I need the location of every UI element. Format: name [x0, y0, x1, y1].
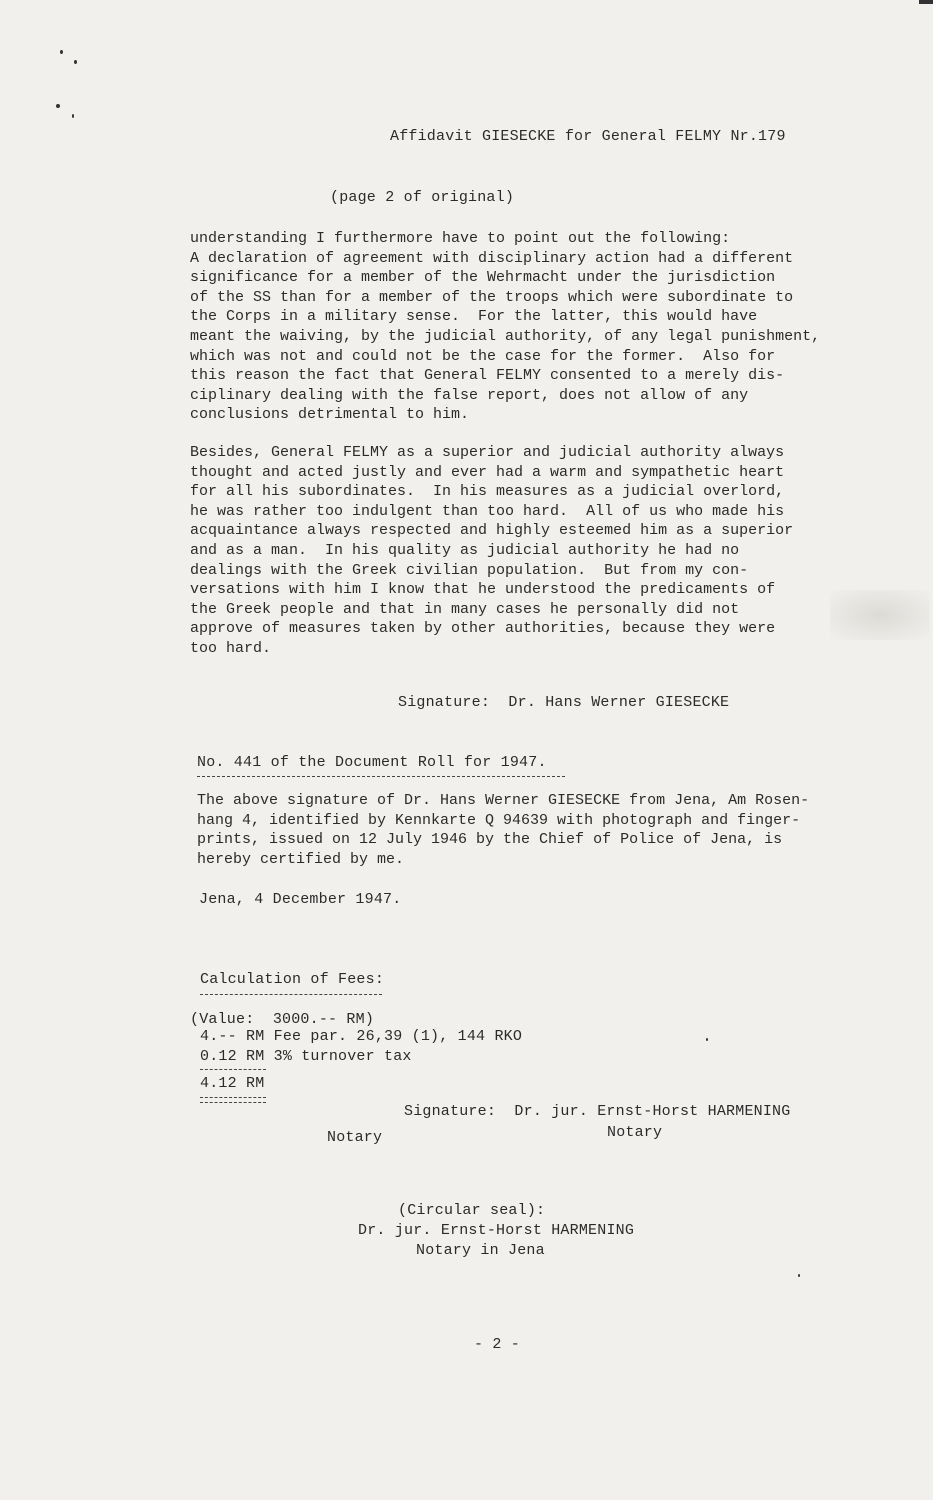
- text-line: conclusions detrimental to him.: [190, 406, 470, 424]
- speck: [706, 1038, 708, 1041]
- fees-tax-line: 0.12 RM 3% turnover tax: [200, 1048, 412, 1065]
- text-line: for all his subordinates. In his measures as a judicial overlord,: [190, 483, 785, 501]
- paragraph-1: [190, 229, 850, 425]
- fees-fee-line: 4.-- RM Fee par. 26,39 (1), 144 RKO: [200, 1028, 523, 1045]
- text-line: dealings with the Greek civilian population. But from my con-: [190, 561, 749, 579]
- fees-value: (Value: 3000.-- RM): [190, 1011, 375, 1028]
- text-line: the Greek people and that in many cases he personally did not: [190, 600, 740, 618]
- corner-mark: [919, 0, 933, 4]
- text-line: and as a man. In his quality as judicial authority he had no: [190, 541, 740, 559]
- text-line: A declaration of agreement with disciplinary action had a different: [190, 249, 794, 267]
- text-line: hereby certified by me.: [197, 850, 405, 868]
- dashed-underline: [200, 1097, 266, 1098]
- speck: [74, 60, 77, 64]
- text-line: meant the waiving, by the judicial authority, of any legal punishment,: [190, 327, 821, 345]
- text-line: thought and acted justly and ever had a warm and sympathetic heart: [190, 463, 785, 481]
- fees-total: 4.12 RM: [200, 1075, 265, 1092]
- text-line: Besides, General FELMY as a superior and judicial authority always: [190, 444, 785, 461]
- speck: [72, 114, 74, 118]
- text-line: of the SS than for a member of the troops which were subordinate to: [190, 288, 794, 306]
- text-line: prints, issued on 12 July 1946 by the Chief of Police of Jena, is: [197, 831, 783, 849]
- text-line: The above signature of Dr. Hans Werner GIESECKE from Jena, Am Rosen-: [197, 792, 810, 809]
- text-line: this reason the fact that General FELMY consented to a merely dis-: [190, 367, 785, 385]
- speck: [60, 50, 63, 54]
- certification-paragraph: [197, 791, 857, 869]
- page-note: (page 2 of original): [330, 189, 515, 206]
- text-line: significance for a member of the Wehrmacht under the jurisdiction: [190, 269, 776, 287]
- notary-title-left: Notary: [327, 1129, 383, 1146]
- dashed-underline: [200, 1069, 266, 1070]
- document-roll-line: No. 441 of the Document Roll for 1947.: [197, 754, 547, 771]
- seal-line-2: Dr. jur. Ernst-Horst HARMENING: [358, 1222, 635, 1239]
- signature-giesecke: Signature: Dr. Hans Werner GIESECKE: [398, 694, 730, 711]
- notary-title-right: Notary: [607, 1124, 663, 1141]
- seal-line-1: (Circular seal):: [398, 1202, 546, 1219]
- text-line: which was not and could not be the case for the former. Also for: [190, 347, 776, 365]
- affidavit-title: Affidavit GIESECKE for General FELMY Nr.179: [390, 128, 786, 145]
- text-line: ciplinary dealing with the false report, does not allow of any: [190, 386, 749, 404]
- text-line: hang 4, identified by Kennkarte Q 94639 with photograph and finger-: [197, 811, 801, 829]
- dashed-underline: [197, 776, 565, 777]
- speck: [798, 1274, 800, 1277]
- text-line: approve of measures taken by other authorities, because they were: [190, 620, 776, 638]
- text-line: too hard.: [190, 639, 272, 657]
- paragraph-2: [190, 443, 850, 659]
- text-line: the Corps in a military sense. For the latter, this would have: [190, 308, 758, 326]
- text-line: versations with him I know that he understood the predicaments of: [190, 581, 776, 599]
- seal-line-3: Notary in Jena: [416, 1242, 545, 1259]
- page-number: - 2 -: [474, 1336, 521, 1353]
- dashed-underline: [200, 994, 382, 995]
- text-line: he was rather too indulgent than too hard. All of us who made his: [190, 502, 785, 520]
- place-date: Jena, 4 December 1947.: [199, 891, 402, 908]
- text-line: understanding I furthermore have to point out the following:: [190, 230, 731, 247]
- fees-heading: Calculation of Fees:: [200, 971, 385, 988]
- dashed-underline: [200, 1102, 266, 1103]
- text-line: acquaintance always respected and highly esteemed him as a superior: [190, 522, 794, 540]
- signature-harmening: Signature: Dr. jur. Ernst-Horst HARMENING: [404, 1103, 791, 1120]
- speck: [56, 104, 60, 108]
